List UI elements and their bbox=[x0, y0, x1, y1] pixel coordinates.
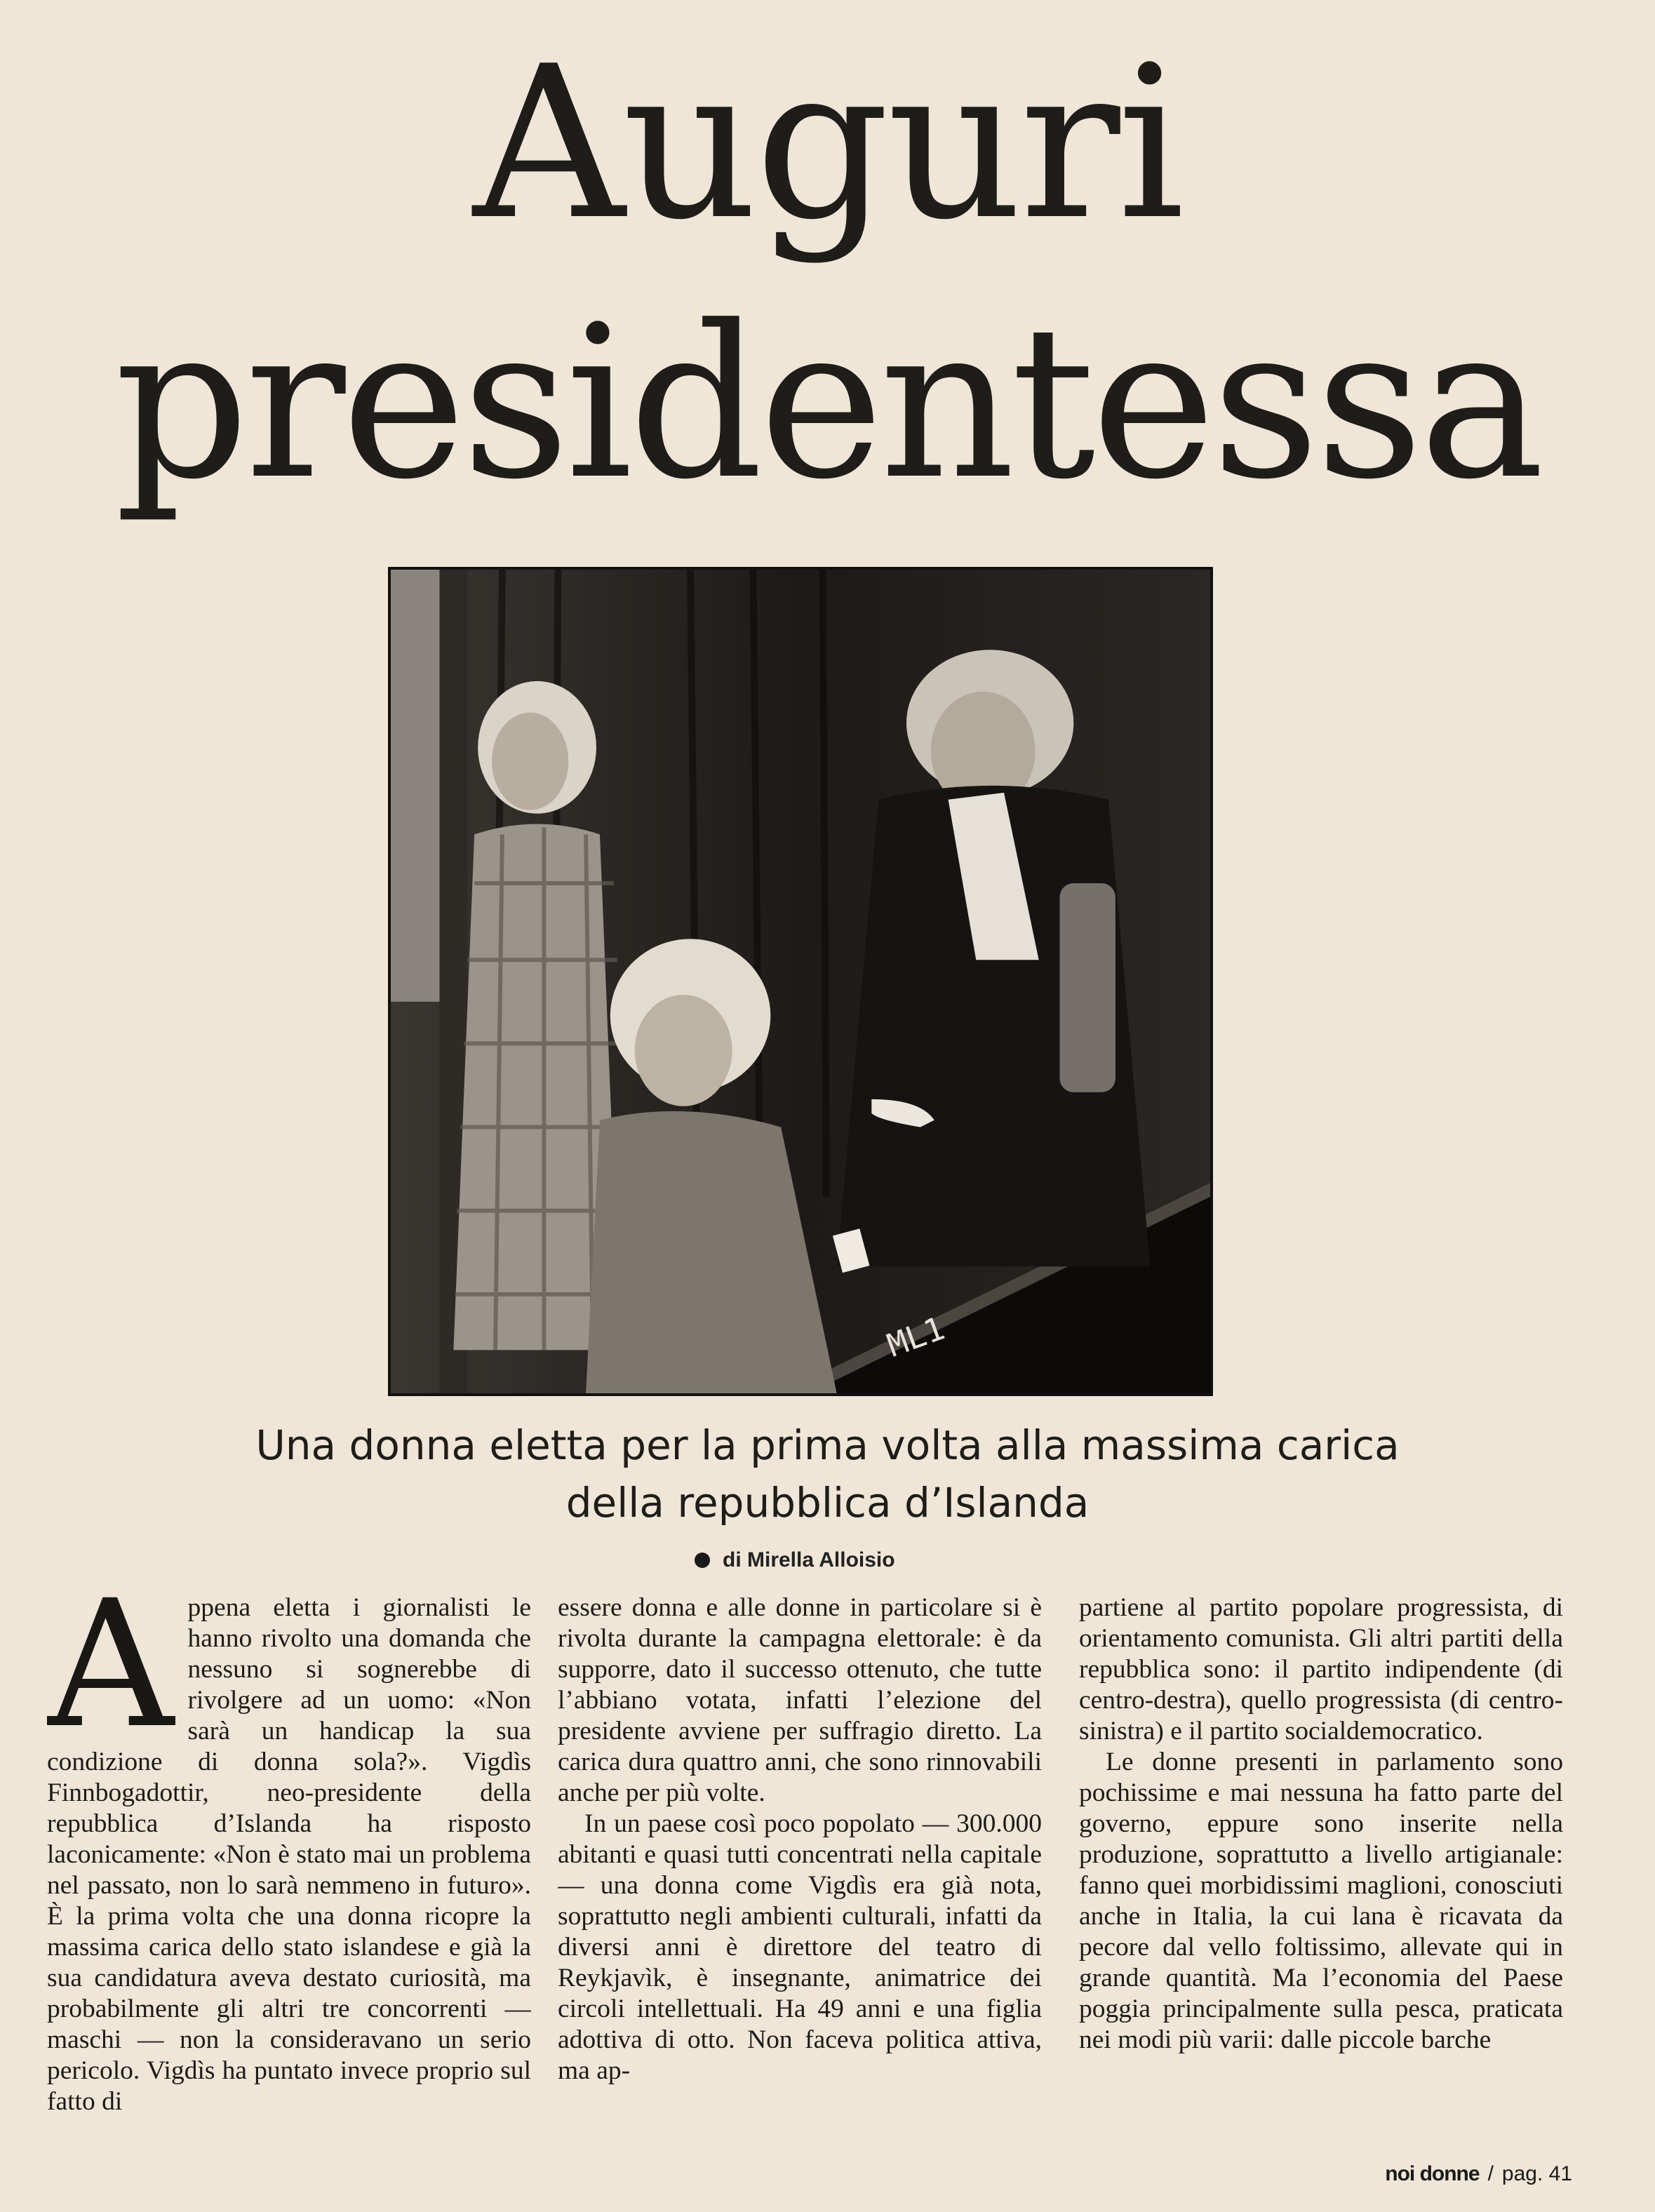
headline-line-1: Auguri bbox=[473, 21, 1182, 266]
page-footer bbox=[1385, 2162, 1572, 2186]
photo-sign-text: ML1 bbox=[882, 1309, 950, 1365]
byline bbox=[695, 1548, 895, 1572]
paragraph: In un paese così poco popolato — 300.000 abitanti e quasi tutti concentrati nella capitale — una donna come Vigdìs era già nota, soprattutto negli ambienti culturali, infatti da diversi anni è direttore del teatro di Reykjavìk, è insegnante, animatrice dei circoli intellettuali. Ha 49 anni e una figlia adottiva di otto. Non faceva politica attiva, ma ap- bbox=[558, 1809, 1042, 2085]
paragraph: ppena eletta i giornalisti le hanno rivolto una domanda che nessuno si sognerebbe di rivolgere ad un uomo: «Non sarà un handicap la sua condizione di donna sola?». Vigdìs Finnbogadottir, neo-presidente della repubblica d’Islanda ha risposto laconicamente: «Non è stato mai un problema nel passato, non lo sarà nemmeno in futuro». È la prima volta che una donna ricopre la massima carica dello stato islandese e già la sua candidatura aveva destato curiosità, ma probabilmente gli altri tre concorrenti — maschi — non la consideravano un serio pericolo. Vigdìs ha puntato invece proprio sul fatto di bbox=[47, 1593, 531, 2116]
subtitle-line-1: Una donna eletta per la prima volta alla massima carica bbox=[255, 1421, 1400, 1469]
footer-separator: / bbox=[1487, 2162, 1494, 2185]
paragraph: Le donne presenti in parlamento sono pochissime e mai nessuna ha fatto parte del governo, eppure sono inserite nella produzione, soprattutto a livello artigianale: fanno quei morbidissimi maglioni, conosciuti anche in Italia, la cui lana è ricavata da pecore dal vello foltissimo, allevate qui in grande quantità. Ma l’economia del Paese poggia principalmente sulla pesca, praticata nei modi più varii: dalle piccole barche bbox=[1079, 1748, 1563, 2054]
photo-illustration bbox=[391, 570, 1210, 1393]
drop-cap: A bbox=[47, 1593, 174, 1767]
article-column-2 bbox=[558, 1593, 1042, 2147]
paragraph: essere donna e alle donne in particolare si è rivolta durante la campagna elettorale: è da supporre, dato il successo ottenuto, che tutte l’abbiano votata, infatti l’elezione del presidente avviene per suffragio diretto. La carica dura quattro anni, che sono rinnovabili anche per più volte. bbox=[558, 1593, 1042, 1807]
subtitle-line-2: della repubblica d’Islanda bbox=[565, 1479, 1090, 1527]
bullet-icon bbox=[695, 1553, 710, 1568]
page-number: pag. 41 bbox=[1501, 2162, 1572, 2185]
magazine-name: noi donne bbox=[1385, 2162, 1480, 2185]
article-column-3 bbox=[1079, 1593, 1563, 2147]
article-column-1 bbox=[47, 1593, 531, 2147]
news-photo bbox=[388, 567, 1213, 1396]
headline-line-2: presidentessa bbox=[114, 281, 1541, 525]
byline-text: di Mirella Alloisio bbox=[723, 1548, 895, 1571]
paragraph: partiene al partito popolare progressista, di orientamento comunista. Gli altri partiti della repubblica sono: il partito indipendente (di centro-destra), quello progressista (di centro-sinistra) e il partito socialdemocratico. bbox=[1079, 1593, 1563, 1745]
